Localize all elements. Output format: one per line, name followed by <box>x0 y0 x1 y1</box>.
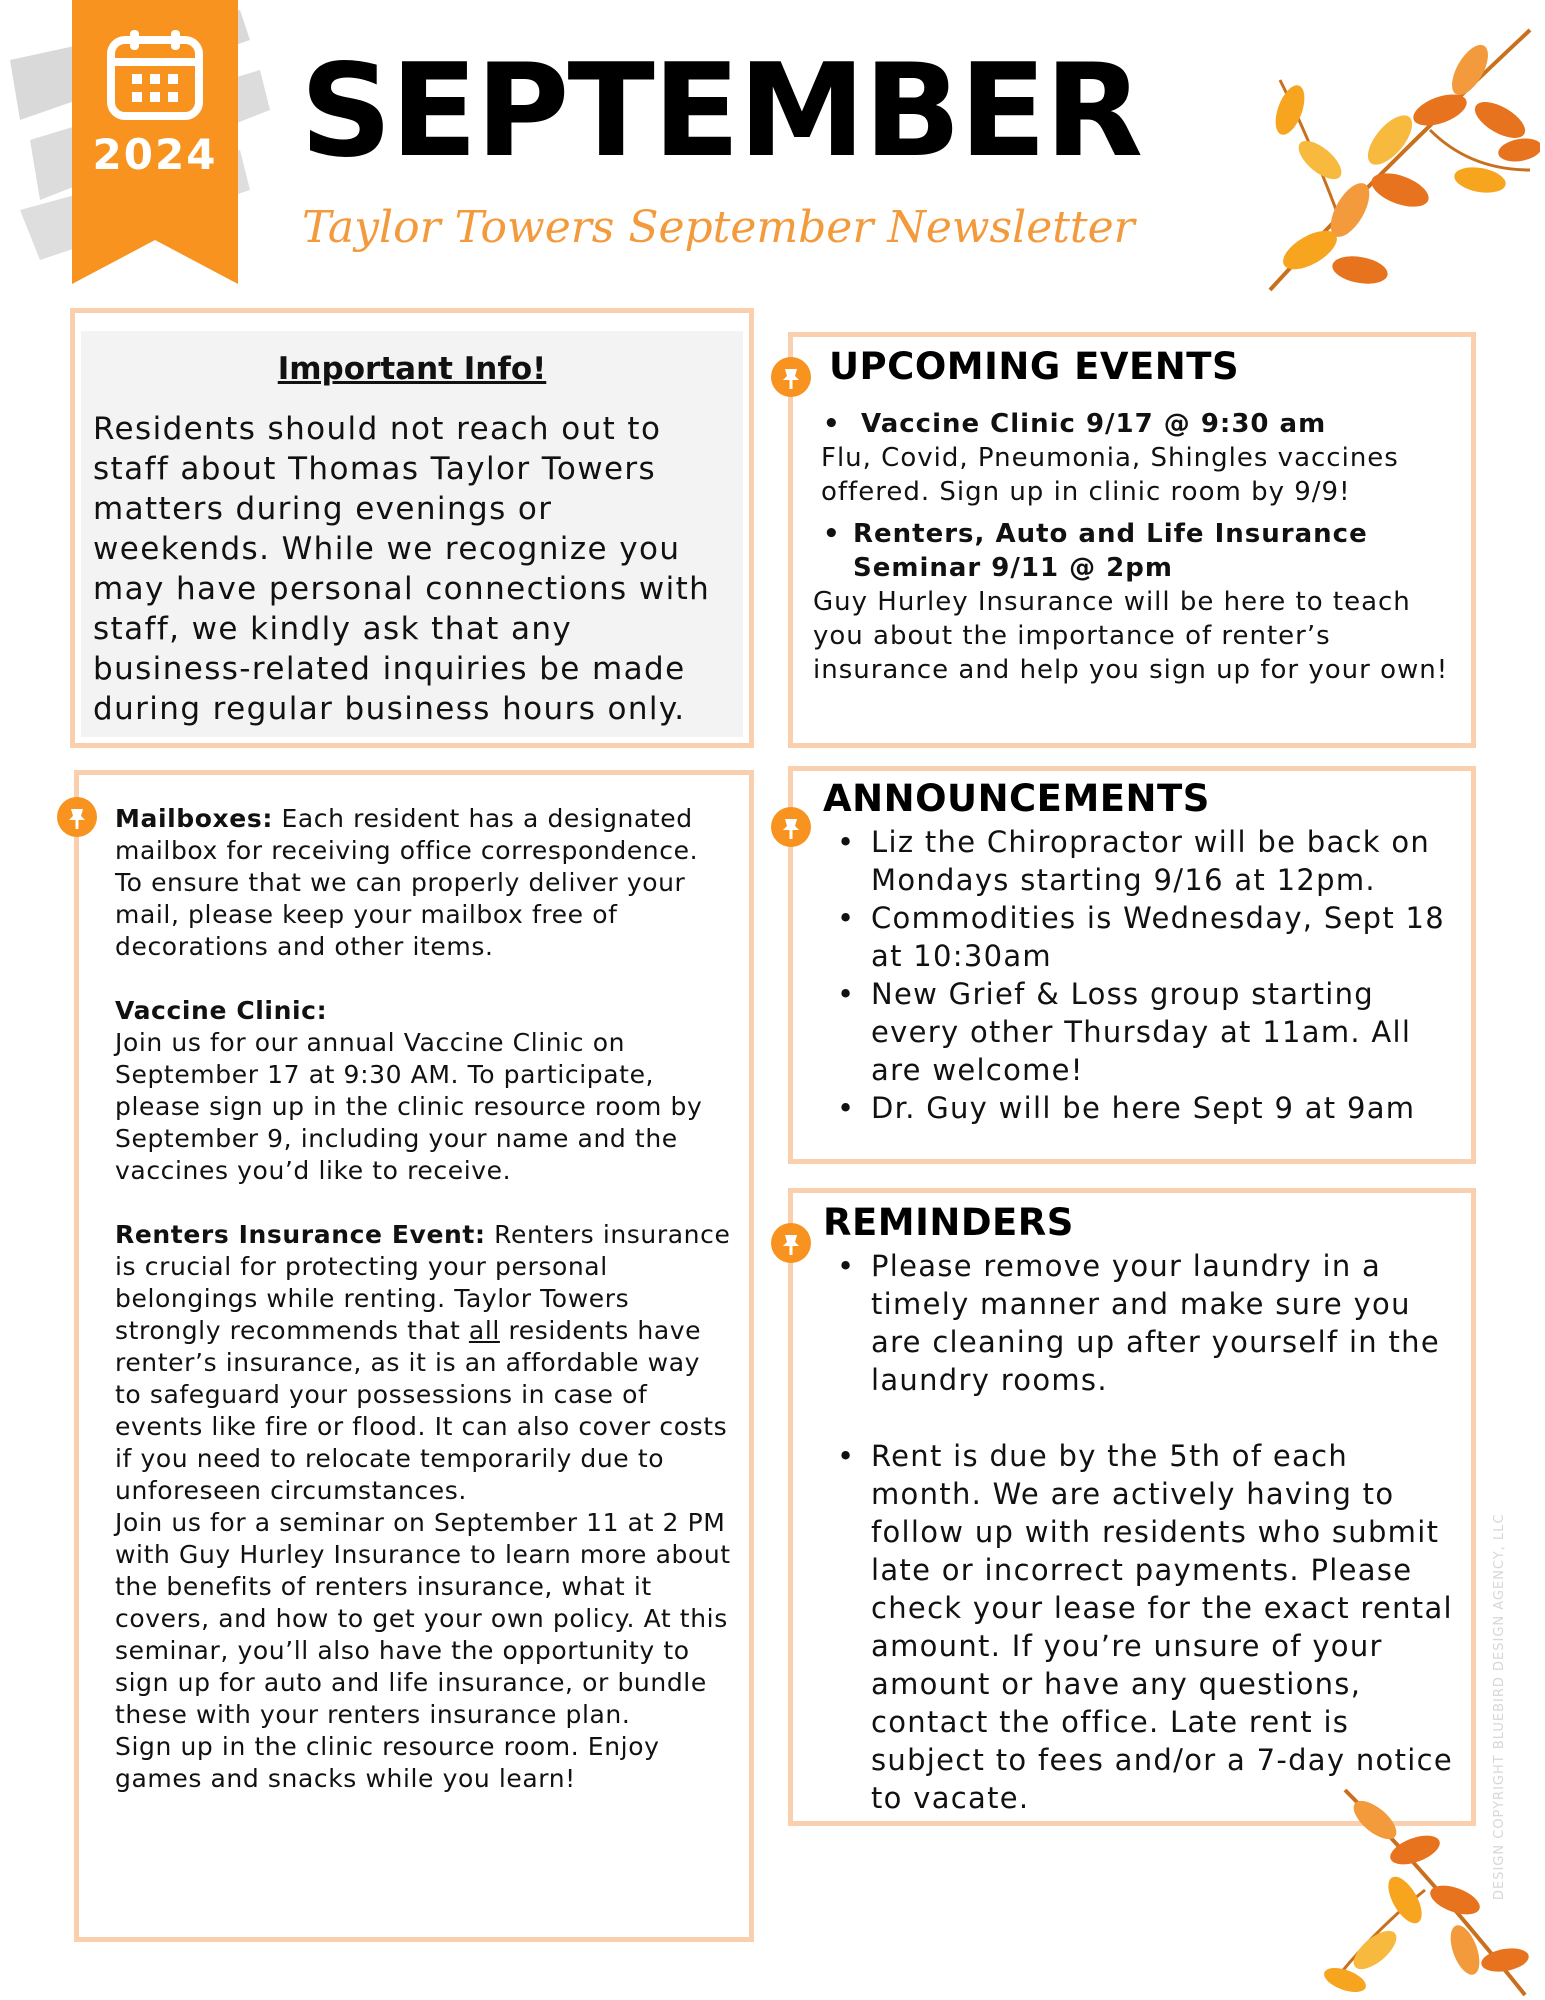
copyright-text: DESIGN COPYRIGHT BLUEBIRD DESIGN AGENCY, LLC <box>1492 1513 1507 1900</box>
mailboxes-paragraph <box>115 803 731 963</box>
seminar-text: Join us for a seminar on September 11 at 2 PM with Guy Hurley Insurance to learn more about the benefits of renters insurance, what it covers, and how to get your own policy. At this seminar, you’ll also have the opportunity to sign up for auto and life insurance, or bundle these with your renters insurance plan. <box>115 1508 731 1729</box>
details-text <box>115 803 731 1795</box>
reminders-list <box>813 1247 1453 1817</box>
signup-text: Sign up in the clinic resource room. Enjoy games and snacks while you learn! <box>115 1732 660 1793</box>
calendar-icon <box>106 28 204 120</box>
upcoming-events-title: UPCOMING EVENTS <box>829 345 1240 388</box>
event-description: Guy Hurley Insurance will be here to teach you about the importance of renter’s insurance and help you sign up for your own! <box>813 587 1449 685</box>
renters-label: Renters Insurance Event: <box>115 1220 486 1249</box>
event-title: • Renters, Auto and Life Insurance Seminar 9/11 @ 2pm <box>813 517 1453 585</box>
events-list <box>813 407 1453 687</box>
reminders-title: REMINDERS <box>823 1201 1074 1244</box>
newsletter-subtitle: Taylor Towers September Newsletter <box>302 202 1135 253</box>
important-info-panel <box>81 331 743 737</box>
important-info-title: Important Info! <box>277 351 547 387</box>
pushpin-icon <box>57 797 97 837</box>
list-item: • Rent is due by the 5th of each month. We are actively having to follow up with residents who submit late or incorrect payments. Please check your lease for the exact rental amount. If you’re unsure of your amount or have any questions, contact the office. Late rent is subject to fees and/or a 7-day notice to vacate. <box>813 1437 1453 1817</box>
event-description: Flu, Covid, Pneumonia, Shingles vaccines offered. Sign up in clinic room by 9/9! <box>821 443 1399 507</box>
announcements-title: ANNOUNCEMENTS <box>823 777 1210 820</box>
announcements-list <box>813 823 1453 1127</box>
pushpin-icon <box>771 807 811 847</box>
list-item: • New Grief & Loss group starting every other Thursday at 11am. All are welcome! <box>813 975 1453 1089</box>
page-title: SEPTEMBER <box>300 37 1142 186</box>
mailboxes-label: Mailboxes: <box>115 804 273 833</box>
pushpin-icon <box>771 357 811 397</box>
list-item: • Dr. Guy will be here Sept 9 at 9am <box>813 1089 1453 1127</box>
upcoming-events-box <box>788 332 1476 748</box>
announcements-box <box>788 766 1476 1164</box>
list-item: • Please remove your laundry in a timely manner and make sure you are cleaning up after yourself in the laundry rooms. <box>813 1247 1453 1399</box>
year-label: 2024 <box>92 130 218 179</box>
important-info-text: Residents should not reach out to staff about Thomas Taylor Towers matters during evenings or weekends. While we recognize you may have personal connections with staff, we kindly ask that any business-related inquiries be made during regular business hours only. <box>93 411 711 727</box>
vaccine-text: Join us for our annual Vaccine Clinic on September 17 at 9:30 AM. To participate, please sign up in the clinic resource room by September 9, including your name and the vaccines you’d like to receive. <box>115 1028 703 1185</box>
autumn-leaves-graphic <box>1250 20 1540 300</box>
list-item: • Liz the Chiropractor will be back on Mondays starting 9/16 at 12pm. <box>813 823 1453 899</box>
mailboxes-text: Each resident has a designated mailbox for receiving office correspondence. To ensure that we can properly deliver your mail, please keep your mailbox free of decorations and other items. <box>115 804 699 961</box>
renters-paragraph: Renters Insurance Event: Renters insurance is crucial for protecting your personal belongings while renting. Taylor Towers strongly recommends that all residents have renter’s insurance, as it is an affordable way to safeguard your possessions in case of events like fire or flood. It can also cover costs if you need to relocate temporarily due to unforeseen circumstances. <box>115 1220 731 1505</box>
reminders-box <box>788 1188 1476 1826</box>
list-item: • Commodities is Wednesday, Sept 18 at 10:30am <box>813 899 1453 975</box>
vaccine-heading: Vaccine Clinic: <box>115 996 328 1025</box>
important-info-box <box>70 308 754 748</box>
all-emphasis: all <box>468 1316 500 1345</box>
pushpin-icon <box>771 1223 811 1263</box>
details-box <box>74 770 754 1942</box>
event-title: • Vaccine Clinic 9/17 @ 9:30 am <box>813 407 1453 441</box>
